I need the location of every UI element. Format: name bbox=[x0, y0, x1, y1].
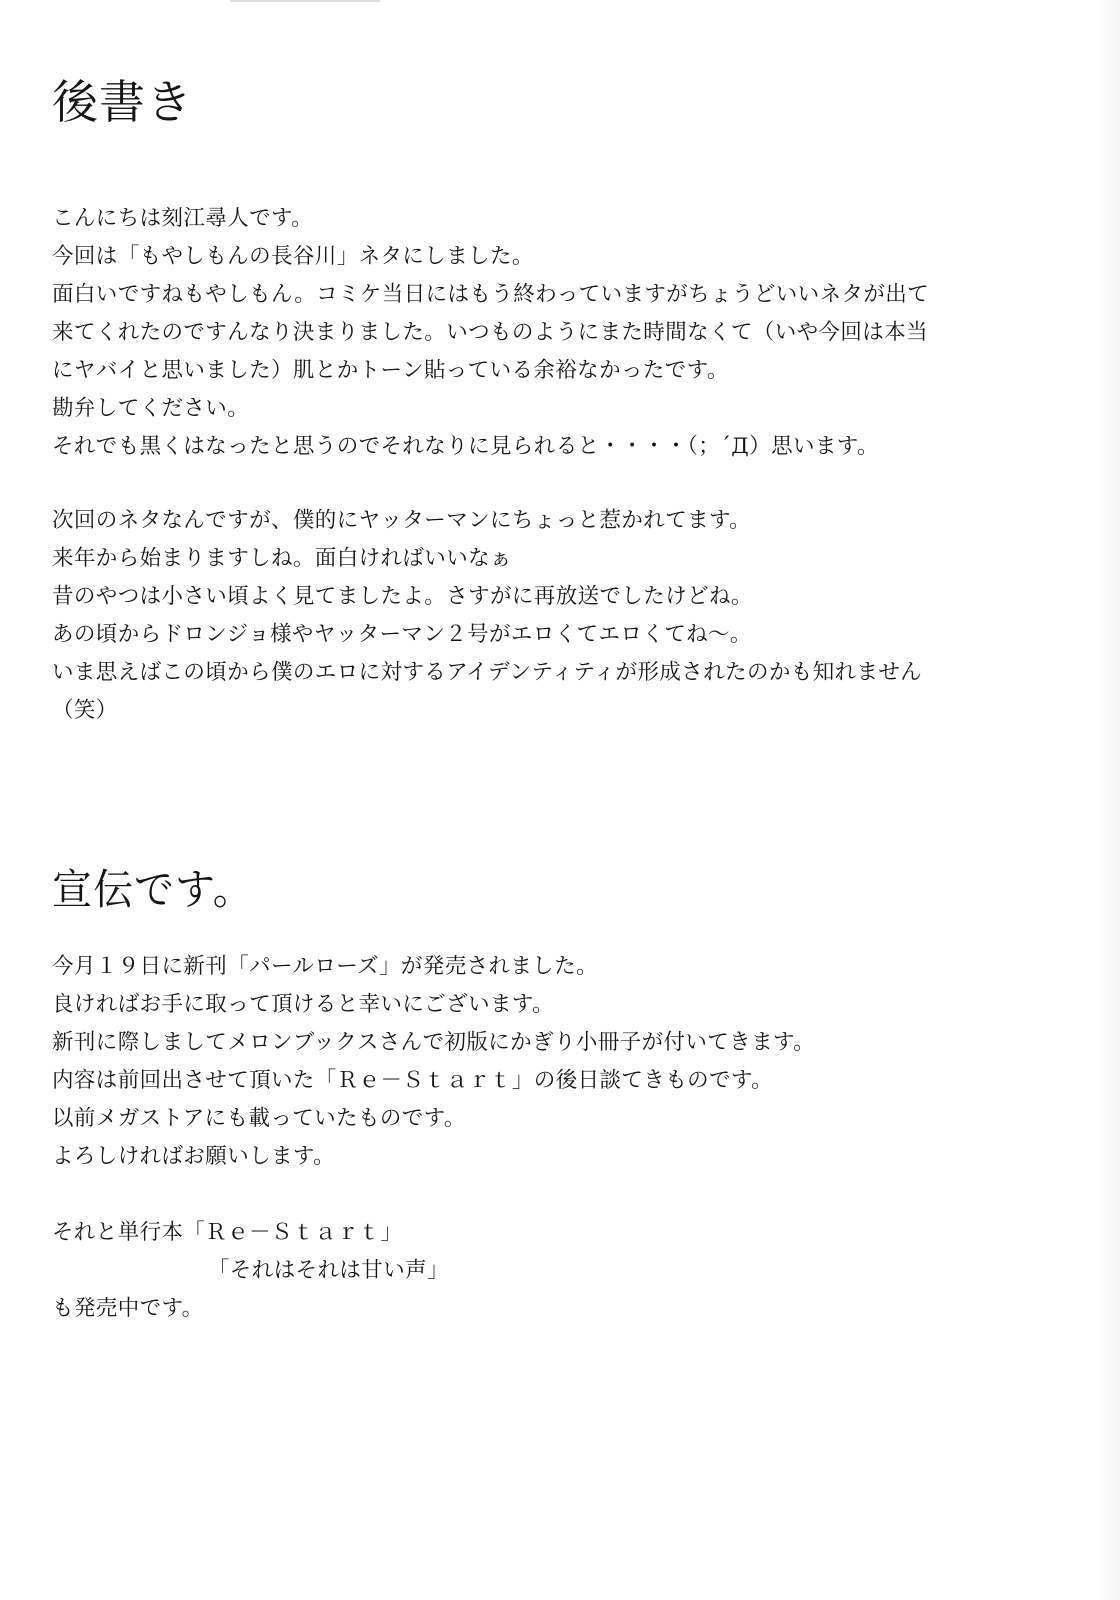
text-line: あの頃からドロンジョ様やヤッターマン２号がエロくてエロくてね～。 bbox=[52, 622, 752, 647]
afterword-heading: 後書き bbox=[52, 75, 193, 129]
text-line: 来てくれたのですんなり決まりました。いつものようにまた時間なくて（いや今回は本当 bbox=[52, 320, 929, 345]
text-line: 今月１９日に新刊「パールローズ」が発売されました。 bbox=[52, 954, 598, 979]
text-line: 来年から始まりますしね。面白ければいいなぁ bbox=[52, 546, 512, 571]
text-line: 良ければお手に取って頂けると幸いにございます。 bbox=[52, 992, 554, 1017]
promotion-paragraph-2 bbox=[52, 1214, 1062, 1328]
text-line: （笑） bbox=[52, 698, 118, 723]
afterword-paragraph-2 bbox=[52, 502, 1062, 730]
scan-edge-shadow bbox=[1098, 0, 1120, 1600]
text-line: 面白いですねもやしもん。コミケ当日にはもう終わっていますがちょうどいいネタが出て bbox=[52, 282, 930, 307]
text-line: いま思えばこの頃から僕のエロに対するアイデンティティが形成されたのかも知れません bbox=[52, 660, 923, 685]
text-line: 「それはそれは甘い声」 bbox=[208, 1258, 449, 1283]
text-line: にヤバイと思いました）肌とかトーン貼っている余裕なかったです。 bbox=[52, 358, 729, 383]
scan-artifact-top bbox=[230, 0, 380, 2]
text-line: よろしければお願いします。 bbox=[52, 1144, 335, 1169]
text-line: 以前メガストアにも載っていたものです。 bbox=[52, 1106, 466, 1131]
text-line: それと単行本「Ｒｅ－Ｓｔａｒｔ」 bbox=[52, 1220, 403, 1245]
text-line: 勘弁してください。 bbox=[52, 396, 250, 421]
text-line: 昔のやつは小さい頃よく見てましたよ。さすがに再放送でしたけどね。 bbox=[52, 584, 753, 609]
text-line: こんにちは刻江尋人です。 bbox=[52, 206, 314, 231]
text-line: 内容は前回出させて頂いた「Ｒｅ－Ｓｔａｒｔ」の後日談てきものです。 bbox=[52, 1068, 773, 1093]
promotion-paragraph-1 bbox=[52, 948, 1062, 1176]
text-line: 新刊に際しましてメロンブックスさんで初版にかぎり小冊子が付いてきます。 bbox=[52, 1030, 816, 1055]
text-line: 今回は「もやしもんの長谷川」ネタにしました。 bbox=[52, 244, 534, 269]
promotion-heading: 宣伝です。 bbox=[52, 866, 254, 915]
text-line: 次回のネタなんですが、僕的にヤッターマンにちょっと惹かれてます。 bbox=[52, 508, 752, 533]
text-line: それでも黒くはなったと思うのでそれなりに見られると・・・・（；´Д）思います。 bbox=[52, 434, 879, 459]
afterword-paragraph-1 bbox=[52, 200, 1062, 466]
text-line: も発売中です。 bbox=[52, 1296, 204, 1321]
